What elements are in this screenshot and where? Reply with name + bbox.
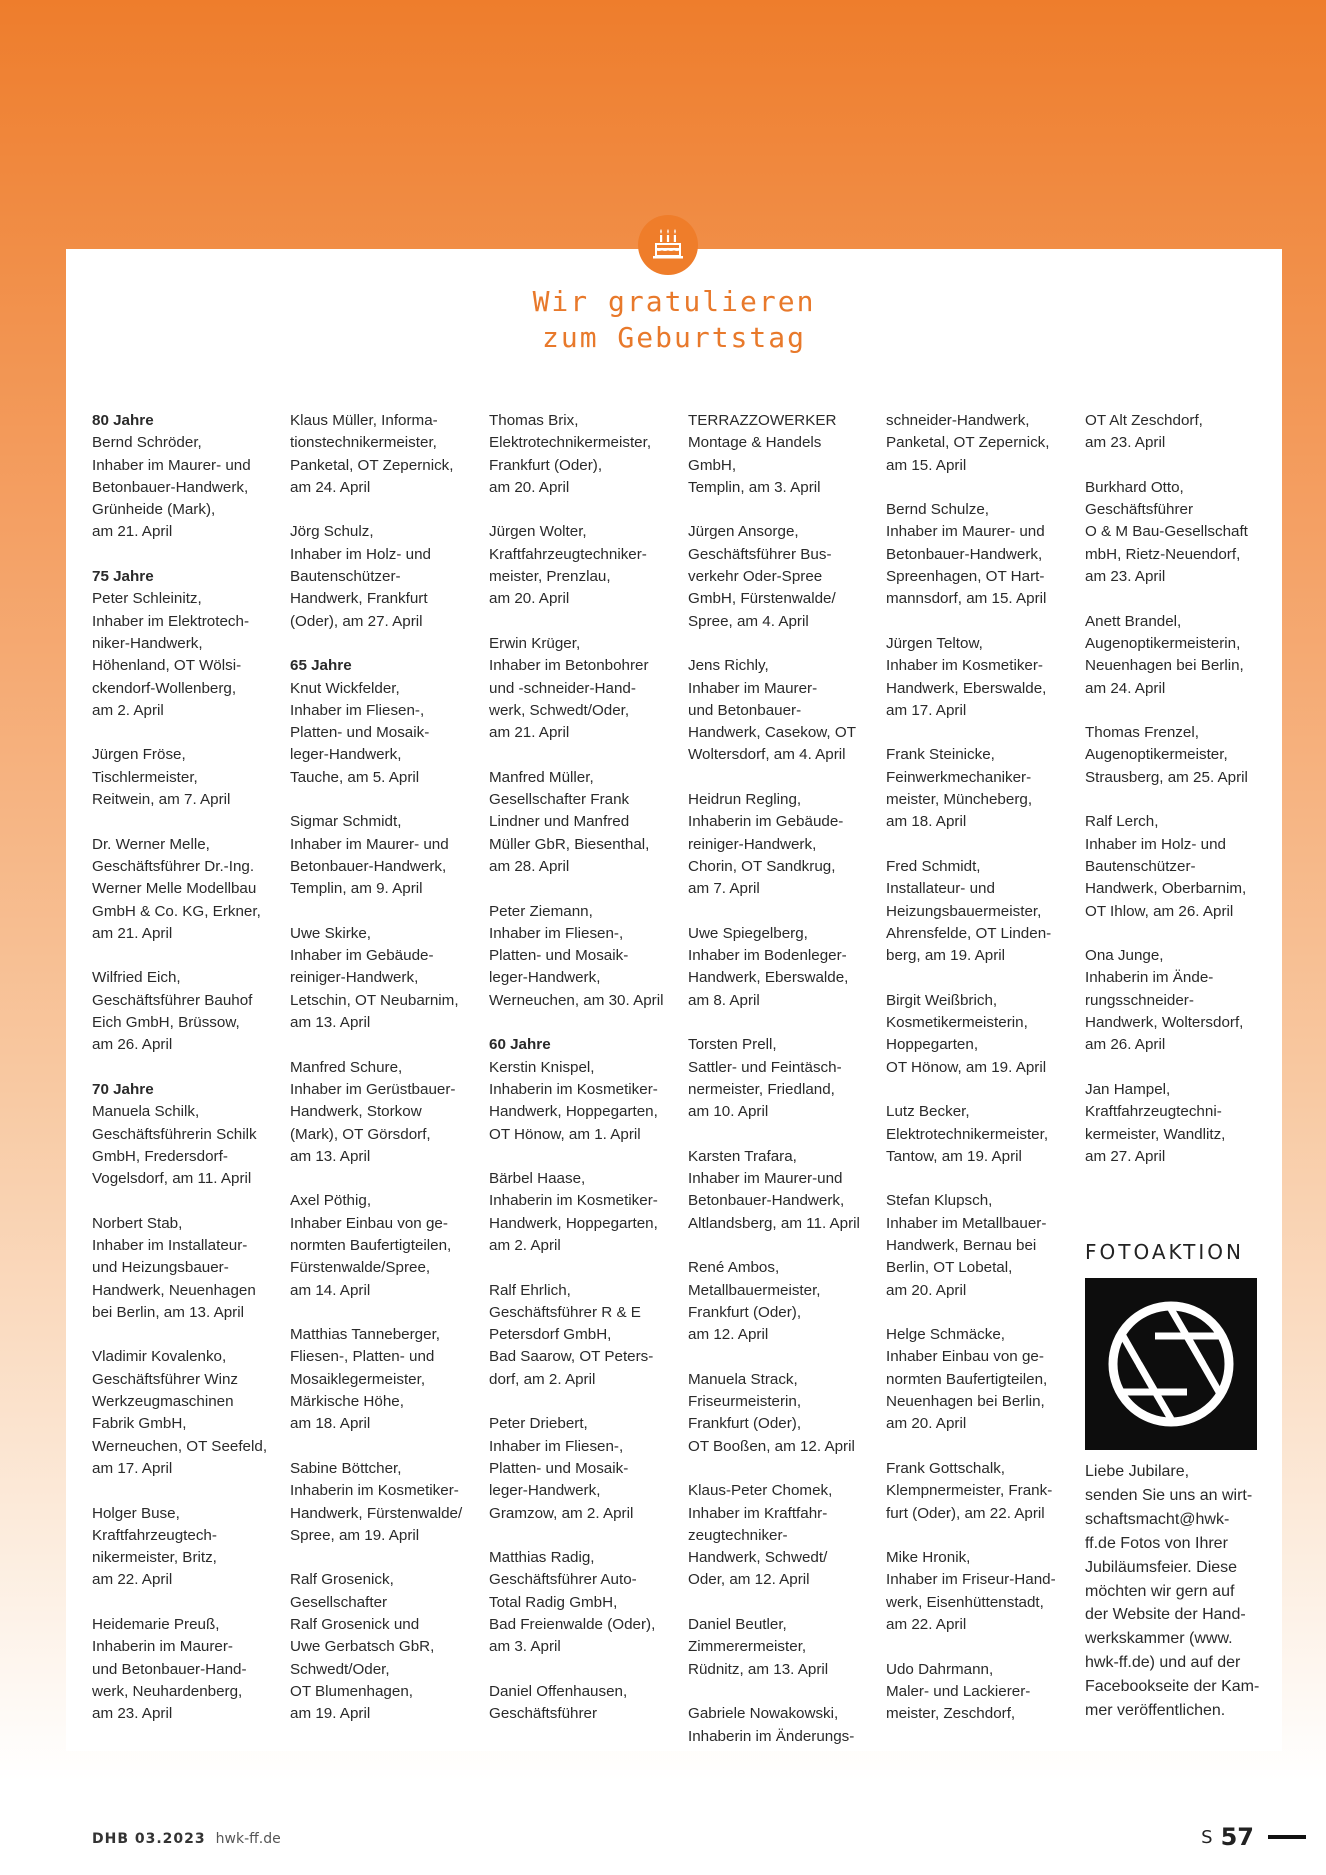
- birthday-entry: [688, 1034, 870, 1123]
- birthday-entry: [489, 410, 671, 499]
- birthday-entry: [886, 1190, 1068, 1301]
- entry-text: Burkhard Otto, Geschäftsführer O & M Bau-Gesellschaft mbH, Rietz-Neuendorf, am 23. April: [1085, 478, 1248, 586]
- entry-text: Bärbel Haase, Inhaberin im Kosmetiker- Handwerk, Hoppegarten, am 2. April: [489, 1170, 658, 1254]
- page-number-block: [1201, 1823, 1306, 1851]
- birthday-entry: [489, 1280, 671, 1391]
- entry-text: Ralf Grosenick, Gesellschafter Ralf Grosenick und Uwe Gerbatsch GbR, Schwedt/Oder, OT Blumenhagen, am 19. April: [290, 1571, 435, 1723]
- birthday-entry: [92, 834, 274, 945]
- birthday-entry: [688, 1703, 870, 1748]
- entry-text: Jürgen Fröse, Tischlermeister, Reitwein, am 7. April: [92, 746, 231, 809]
- birthday-entry: [1085, 811, 1265, 922]
- entry-text: Peter Driebert, Inhaber im Fliesen-, Platten- und Mosaik- leger-Handwerk, Gramzow, am 2. April: [489, 1415, 634, 1522]
- birthday-column-5: [886, 410, 1068, 1748]
- entry-text: Bernd Schulze, Inhaber im Maurer- und Betonbauer-Handwerk, Spreenhagen, OT Hart- mannsdorf, am 15. April: [886, 501, 1047, 608]
- birthday-entry: [290, 1458, 472, 1547]
- age-heading: 80 Jahre: [92, 412, 154, 429]
- entry-text: Jürgen Wolter, Kraftfahrzeugtechniker- meister, Prenzlau, am 20. April: [489, 523, 647, 608]
- age-heading: 75 Jahre: [92, 568, 154, 586]
- entry-text: René Ambos, Metallbauermeister, Frankfurt (Oder), am 12. April: [688, 1259, 821, 1344]
- entry-text: Holger Buse, Kraftfahrzeugtech- nikermeister, Britz, am 22. April: [92, 1504, 217, 1589]
- birthday-column-3: [489, 410, 671, 1748]
- page-title: [66, 284, 1282, 356]
- age-heading: 60 Jahre: [489, 1036, 551, 1054]
- birthday-entry: [290, 655, 472, 789]
- birthday-entry: [1085, 945, 1265, 1056]
- entry-text: Ralf Lerch, Inhaber im Holz- und Bautenschützer- Handwerk, Oberbarnim, OT Ihlow, am 26. April: [1085, 813, 1247, 920]
- footer-issue: [92, 1831, 281, 1847]
- birthday-entry: [886, 1324, 1068, 1435]
- birthday-entry: [290, 521, 472, 632]
- birthday-entry: [489, 633, 671, 744]
- entry-text: Heidemarie Preuß, Inhaberin im Maurer- und Betonbauer-Hand- werk, Neuhardenberg, am 23. April: [92, 1616, 247, 1723]
- birthday-entry: [92, 967, 274, 1056]
- age-heading: 70 Jahre: [92, 1080, 154, 1098]
- page-rule: [1268, 1835, 1306, 1839]
- entry-text: Sigmar Schmidt, Inhaber im Maurer- und Betonbauer-Handwerk, Templin, am 9. April: [290, 813, 449, 898]
- entry-text: Anett Brandel, Augenoptikermeisterin, Neuenhagen bei Berlin, am 24. April: [1085, 612, 1244, 697]
- birthday-entry: [489, 901, 671, 1012]
- birthday-entry: [688, 1257, 870, 1346]
- entry-text: Manfred Müller, Gesellschafter Frank Lindner und Manfred Müller GbR, Biesenthal, am 28. April: [489, 768, 650, 875]
- birthday-entry: [886, 410, 1068, 477]
- entry-text: Stefan Klupsch, Inhaber im Metallbauer- Handwerk, Bernau bei Berlin, OT Lobetal, am 20. April: [886, 1192, 1047, 1299]
- birthday-entry: [290, 811, 472, 900]
- entry-text: OT Alt Zeschdorf, am 23. April: [1085, 412, 1203, 452]
- birthday-entry: [92, 410, 274, 544]
- page-number: 57: [1220, 1823, 1254, 1851]
- birthday-entry: [886, 633, 1068, 722]
- entry-text: Peter Schleinitz, Inhaber im Elektrotech- niker-Handwerk, Höhenland, OT Wölsi- ckendorf-Wollenberg, am 2. April: [92, 590, 250, 719]
- birthday-cake-icon: [638, 215, 698, 275]
- entry-text: Lutz Becker, Elektrotechnikermeister, Tantow, am 19. April: [886, 1103, 1049, 1165]
- entry-text: schneider-Handwerk, Panketal, OT Zepernick, am 15. April: [886, 412, 1050, 474]
- entry-text: Vladimir Kovalenko, Geschäftsführer Winz Werkzeugmaschinen Fabrik GmbH, Werneuchen, OT Seefeld, am 17. April: [92, 1348, 268, 1477]
- entry-text: Matthias Radig, Geschäftsführer Auto- Total Radig GmbH, Bad Freienwalde (Oder), am 3. April: [489, 1549, 656, 1656]
- birthday-entry: [1085, 410, 1265, 455]
- entry-text: Birgit Weißbrich, Kosmetikermeisterin, Hoppegarten, OT Hönow, am 19. April: [886, 991, 1047, 1076]
- birthday-entry: [92, 566, 274, 722]
- birthday-entry: [92, 1079, 274, 1190]
- birthday-entry: [688, 410, 870, 499]
- entry-text: Udo Dahrmann, Maler- und Lackierer- meister, Zeschdorf,: [886, 1660, 1031, 1723]
- entry-text: Bernd Schröder, Inhaber im Maurer- und Betonbauer-Handwerk, Grünheide (Mark), am 21. April: [92, 434, 251, 541]
- birthday-entry: [290, 1569, 472, 1725]
- birthday-entry: [489, 1547, 671, 1658]
- birthday-entry: [489, 1034, 671, 1145]
- birthday-entry: [886, 990, 1068, 1079]
- entry-text: Manfred Schure, Inhaber im Gerüstbauer- Handwerk, Storkow (Mark), OT Görsdorf, am 13. April: [290, 1058, 456, 1165]
- entry-text: Fred Schmidt, Installateur- und Heizungsbauermeister, Ahrensfelde, OT Linden- berg, am 19. April: [886, 857, 1052, 965]
- birthday-entry: [92, 1614, 274, 1725]
- birthday-entry: [290, 410, 472, 499]
- entry-text: Gabriele Nowakowski, Inhaberin im Änderungs-: [688, 1705, 855, 1745]
- entry-text: Klaus Müller, Informa- tionstechnikermeister, Panketal, OT Zepernick, am 24. April: [290, 412, 454, 496]
- birthday-entry: [688, 789, 870, 900]
- birthday-column-1: [92, 410, 274, 1748]
- birthday-column-4: [688, 410, 870, 1770]
- birthday-entry: [92, 744, 274, 811]
- entry-text: Manuela Strack, Friseurmeisterin, Frankfurt (Oder), OT Booßen, am 12. April: [688, 1370, 855, 1455]
- entry-text: Thomas Frenzel, Augenoptikermeister, Strausberg, am 25. April: [1085, 724, 1248, 786]
- issue-label: DHB 03.2023: [92, 1831, 206, 1847]
- birthday-entry: [688, 1146, 870, 1235]
- entry-text: Kerstin Knispel, Inhaberin im Kosmetiker- Handwerk, Hoppegarten, OT Hönow, am 1. April: [489, 1058, 658, 1143]
- entry-text: Helge Schmäcke, Inhaber Einbau von ge- normten Baufertigteilen, Neuenhagen bei Berlin, am 20. April: [886, 1326, 1048, 1433]
- entry-text: Jan Hampel, Kraftfahrzeugtechni- kermeister, Wandlitz, am 27. April: [1085, 1080, 1226, 1165]
- birthday-entry: [489, 1413, 671, 1524]
- birthday-entry: [688, 1614, 870, 1681]
- birthday-entry: [92, 1503, 274, 1592]
- entry-text: Wilfried Eich, Geschäftsführer Bauhof Eich GmbH, Brüssow, am 26. April: [92, 969, 253, 1054]
- birthday-entry: [688, 655, 870, 766]
- entry-text: Peter Ziemann, Inhaber im Fliesen-, Platten- und Mosaik- leger-Handwerk, Werneuchen, am 30. April: [489, 902, 664, 1009]
- birthday-entry: [290, 1190, 472, 1301]
- birthday-column-6: [1085, 410, 1265, 1190]
- entry-text: Frank Steinicke, Feinwerkmechaniker- meister, Müncheberg, am 18. April: [886, 746, 1033, 831]
- entry-text: Klaus-Peter Chomek, Inhaber im Kraftfahr- zeugtechniker- Handwerk, Schwedt/ Oder, am 12. April: [688, 1482, 833, 1589]
- birthday-entry: [290, 1057, 472, 1168]
- entry-text: Karsten Trafara, Inhaber im Maurer-und Betonbauer-Handwerk, Altlandsberg, am 11. April: [688, 1147, 860, 1232]
- birthday-entry: [886, 856, 1068, 967]
- entry-text: Ona Junge, Inhaberin im Ände- rungsschneider- Handwerk, Woltersdorf, am 26. April: [1085, 947, 1244, 1054]
- entry-text: Mike Hronik, Inhaber im Friseur-Hand- werk, Eisenhüttenstadt, am 22. April: [886, 1549, 1056, 1634]
- birthday-entry: [886, 1547, 1068, 1636]
- birthday-entry: [489, 1681, 671, 1726]
- birthday-entry: [688, 923, 870, 1012]
- birthday-entry: [489, 521, 671, 610]
- entry-text: Dr. Werner Melle, Geschäftsführer Dr.-Ing. Werner Melle Modellbau GmbH & Co. KG, Erkner, am 21. April: [92, 835, 261, 942]
- title-line-2: zum Geburtstag: [541, 321, 806, 354]
- birthday-column-2: [290, 410, 472, 1748]
- fotoaktion-text: Liebe Jubilare, senden Sie uns an wirt- schaftsmacht@hwk- ff.de Fotos von Ihrer Jubiläumsfeier. Diese möchten wir gern auf der Website der Hand- werkskammer (www. hwk-ff.de) und auf der Facebookseite der Kam- mer veröffentlichen.: [1085, 1463, 1260, 1720]
- birthday-entry: [92, 1213, 274, 1324]
- entry-text: Erwin Krüger, Inhaber im Betonbohrer und -schneider-Hand- werk, Schwedt/Oder, am 21. April: [489, 634, 649, 742]
- birthday-entry: [688, 521, 870, 632]
- birthday-entry: [489, 1168, 671, 1257]
- entry-text: Thomas Brix, Elektrotechnikermeister, Frankfurt (Oder), am 20. April: [489, 412, 652, 496]
- birthday-entry: [886, 744, 1068, 833]
- entry-text: Manuela Schilk, Geschäftsführerin Schilk GmbH, Fredersdorf- Vogelsdorf, am 11. April: [92, 1103, 257, 1188]
- birthday-entry: [886, 1659, 1068, 1726]
- page-prefix: S: [1201, 1826, 1213, 1848]
- entry-text: Jörg Schulz, Inhaber im Holz- und Bautenschützer- Handwerk, Frankfurt (Oder), am 27. April: [290, 523, 431, 630]
- birthday-entry: [886, 1101, 1068, 1168]
- entry-text: TERRAZZOWERKER Montage & Handels GmbH, Templin, am 3. April: [688, 412, 837, 496]
- birthday-entry: [290, 923, 472, 1034]
- birthday-entry: [1085, 722, 1265, 789]
- birthday-entry: [1085, 1079, 1265, 1168]
- entry-text: Jürgen Teltow, Inhaber im Kosmetiker- Handwerk, Eberswalde, am 17. April: [886, 634, 1047, 719]
- entry-text: Torsten Prell, Sattler- und Feintäsch- nermeister, Friedland, am 10. April: [688, 1036, 842, 1121]
- entry-text: Ralf Ehrlich, Geschäftsführer R & E Petersdorf GmbH, Bad Saarow, OT Peters- dorf, am 2. April: [489, 1281, 654, 1388]
- birthday-entry: [886, 499, 1068, 610]
- entry-text: Matthias Tanneberger, Fliesen-, Platten- und Mosaiklegermeister, Märkische Höhe, am 18. April: [290, 1326, 441, 1433]
- entry-text: Uwe Skirke, Inhaber im Gebäude- reiniger-Handwerk, Letschin, OT Neubarnim, am 13. April: [290, 924, 459, 1032]
- entry-text: Heidrun Regling, Inhaberin im Gebäude- reiniger-Handwerk, Chorin, OT Sandkrug, am 7. April: [688, 791, 844, 898]
- camera-shutter-icon: [1085, 1278, 1257, 1450]
- birthday-entry: [1085, 477, 1265, 588]
- birthday-entry: [290, 1324, 472, 1435]
- birthday-entry: [886, 1458, 1068, 1525]
- entry-text: Axel Pöthig, Inhaber Einbau von ge- normten Baufertigteilen, Fürstenwalde/Spree, am 14. April: [290, 1192, 452, 1299]
- title-line-1: Wir gratulieren: [532, 285, 816, 318]
- entry-text: Sabine Böttcher, Inhaberin im Kosmetiker- Handwerk, Fürstenwalde/ Spree, am 19. April: [290, 1459, 463, 1544]
- fotoaktion-heading: FOTOAKTION: [1085, 1240, 1244, 1264]
- entry-text: Jürgen Ansorge, Geschäftsführer Bus- verkehr Oder-Spree GmbH, Fürstenwalde/ Spree, am 4. April: [688, 523, 836, 630]
- entry-text: Frank Gottschalk, Klempnermeister, Frank- furt (Oder), am 22. April: [886, 1459, 1053, 1522]
- entry-text: Knut Wickfelder, Inhaber im Fliesen-, Platten- und Mosaik- leger-Handwerk, Tauche, am 5. April: [290, 679, 430, 786]
- entry-text: Jens Richly, Inhaber im Maurer- und Betonbauer- Handwerk, Casekow, OT Woltersdorf, am 4. April: [688, 657, 856, 764]
- birthday-entry: [1085, 611, 1265, 700]
- entry-text: Daniel Beutler, Zimmerermeister, Rüdnitz, am 13. April: [688, 1616, 829, 1678]
- birthday-entry: [688, 1480, 870, 1591]
- entry-text: Uwe Spiegelberg, Inhaber im Bodenleger- Handwerk, Eberswalde, am 8. April: [688, 924, 849, 1009]
- birthday-entry: [688, 1369, 870, 1458]
- birthday-entry: [489, 767, 671, 878]
- birthday-entry: [92, 1346, 274, 1480]
- entry-text: Norbert Stab, Inhaber im Installateur- und Heizungsbauer- Handwerk, Neuenhagen bei Berlin, am 13. April: [92, 1214, 256, 1321]
- age-heading: 65 Jahre: [290, 657, 352, 675]
- website-link[interactable]: hwk-ff.de: [215, 1831, 281, 1847]
- entry-text: Daniel Offenhausen, Geschäftsführer: [489, 1682, 628, 1723]
